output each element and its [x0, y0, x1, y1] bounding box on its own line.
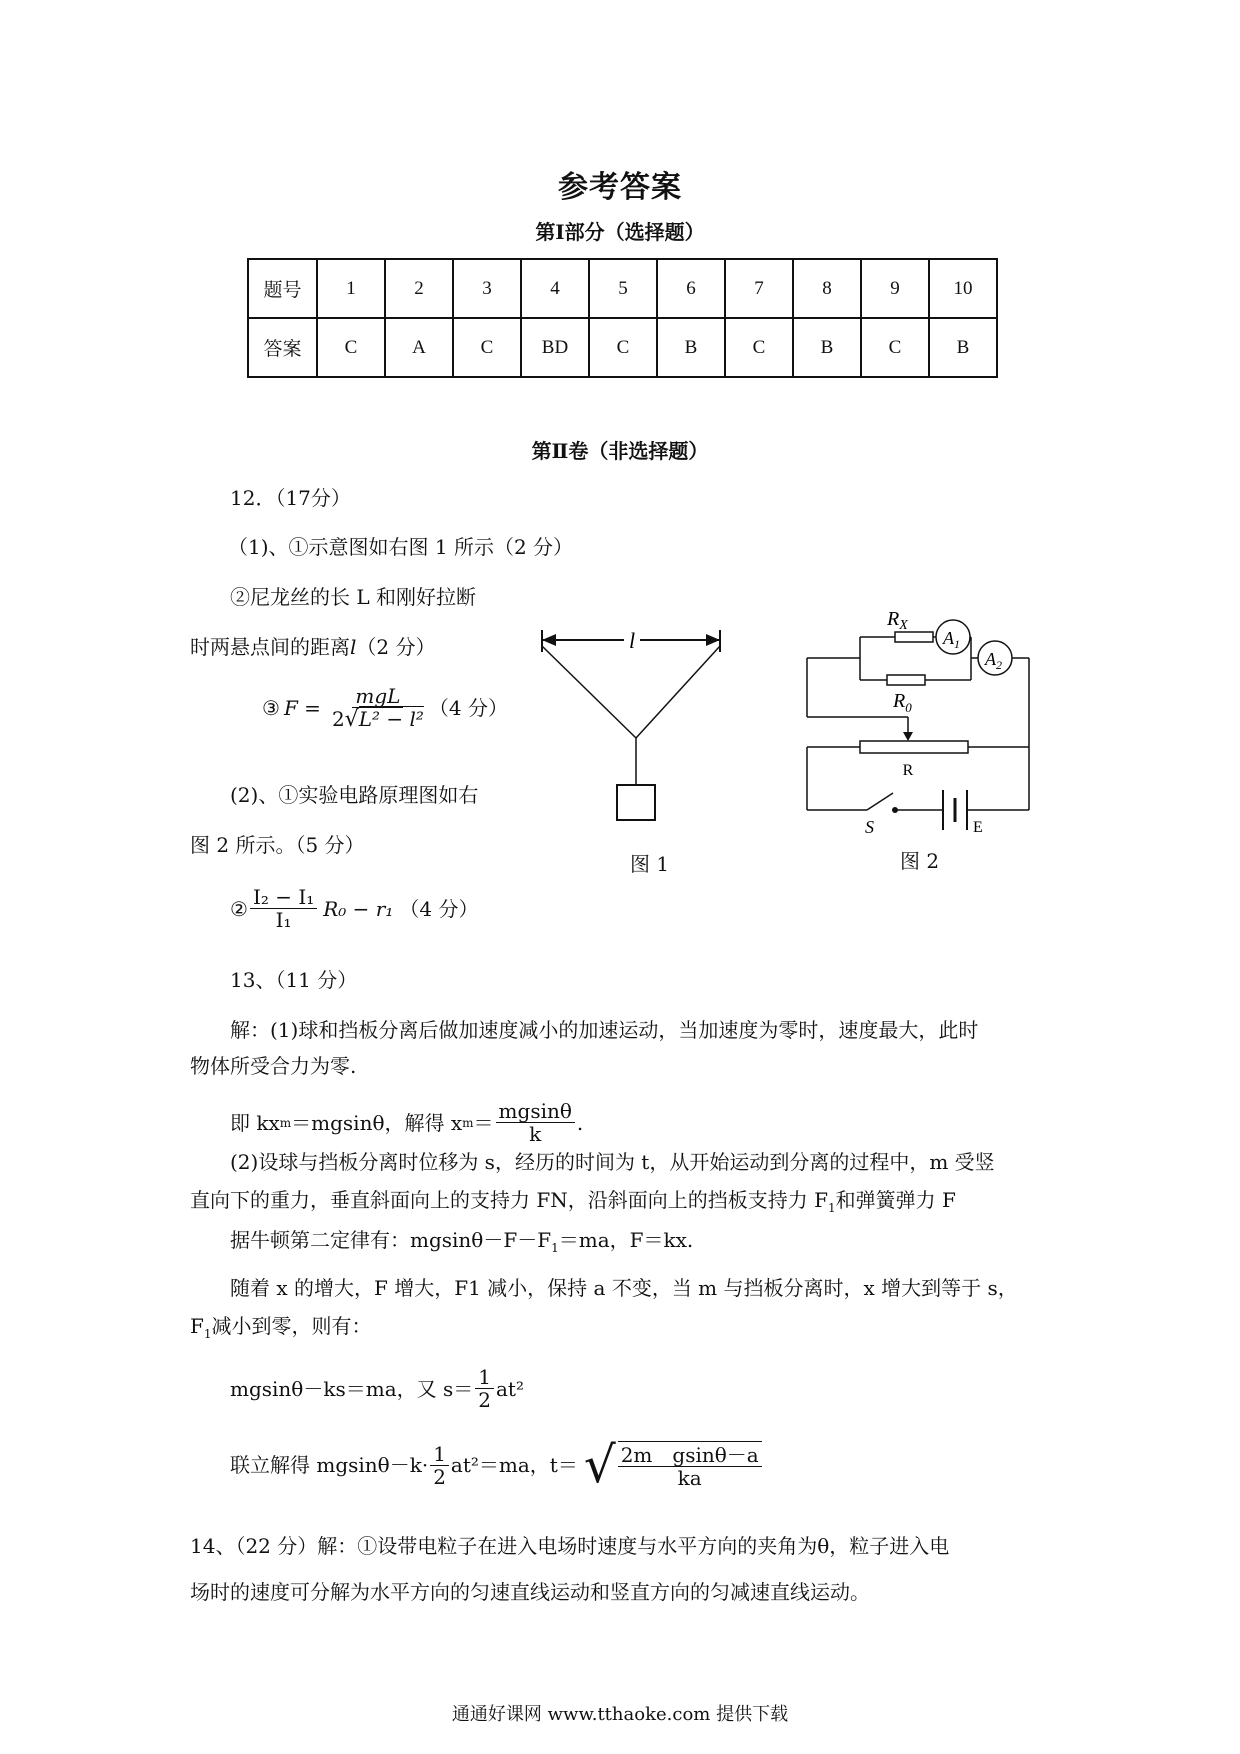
table-cell: B: [929, 318, 997, 377]
q13-eq3: [230, 1436, 764, 1494]
resistor-rx: [895, 632, 933, 642]
eq-end: at²: [495, 1376, 524, 1401]
eq-sub: m: [462, 1115, 474, 1130]
sqrt-icon: √: [344, 707, 359, 732]
denominator-coefficient: 2: [331, 707, 345, 731]
fraction-denominator: I₁: [275, 908, 292, 932]
table-cell: BD: [521, 318, 589, 377]
eq-text: at²＝ma，t＝: [450, 1453, 578, 1477]
table-cell: A: [385, 318, 453, 377]
para-sub: 1: [551, 1241, 559, 1255]
page-footer: 通通好课网 www.tthaoke.com 提供下载: [451, 1704, 789, 1725]
table-cell: C: [589, 318, 657, 377]
part1-title: 第Ⅰ部分（选择题）: [535, 220, 705, 244]
hanging-weight: [617, 785, 655, 820]
string-left: [542, 646, 636, 738]
fraction-numerator: 2m gsinθ－a: [618, 1444, 762, 1467]
table-row: [248, 259, 997, 318]
slider-arrow-icon: [903, 732, 913, 741]
table-cell: 7: [725, 259, 793, 318]
label-r: R: [902, 762, 914, 779]
q12-line6: 图 2 所示。（5 分）: [190, 833, 365, 857]
arrow-right-icon: [706, 634, 720, 646]
table-cell: 3: [453, 259, 521, 318]
formula-fraction: [250, 886, 317, 931]
formula-score: （4 分）: [428, 696, 508, 720]
part2-title: 第Ⅱ卷（非选择题）: [531, 439, 709, 463]
table-cell: B: [657, 318, 725, 377]
q12-line3-text: 时两悬点间的距离: [190, 635, 350, 659]
fraction-numerator: 1: [475, 1366, 494, 1389]
resistor-r0: [887, 675, 925, 685]
answer-table: [247, 258, 998, 378]
q12-line2: ②尼龙丝的长 L 和刚好拉断: [230, 585, 476, 609]
table-cell: 1: [317, 259, 385, 318]
para-text: F: [190, 1314, 204, 1338]
eq-text: 联立解得 mgsinθ－k·: [230, 1453, 429, 1477]
formula-score: （4 分）: [399, 896, 479, 921]
q13-para4a: 随着 x 的增大，F 增大，F1 减小，保持 a 不变，当 m 与挡板分离时，x 增大到等于 s，: [230, 1276, 1018, 1300]
table-cell: C: [861, 318, 929, 377]
q13-para1a: 解：(1)球和挡板分离后做加速度减小的加速运动，当加速度为零时，速度最大，此时: [230, 1018, 979, 1042]
figure-2-label: 图 2: [900, 849, 940, 873]
table-cell: C: [317, 318, 385, 377]
label-e: E: [973, 819, 983, 836]
label-a2: $A_2$: [985, 649, 1002, 672]
q13-para3: [230, 1226, 693, 1262]
fraction-denominator: 2: [433, 1464, 446, 1489]
figure-1-label: 图 1: [630, 852, 670, 876]
eq-text: 即 kx: [230, 1110, 280, 1135]
rheostat-r: [860, 741, 968, 753]
formula-prefix: ②: [230, 896, 248, 921]
fraction-denominator: [329, 708, 427, 731]
para-sub: 1: [203, 1327, 212, 1341]
fraction-numerator: I₂ − I₁: [250, 886, 317, 909]
q12-formula-f: [262, 685, 508, 731]
page-title: 参考答案: [558, 170, 682, 205]
eq-sub: m: [279, 1115, 292, 1130]
fraction-denominator: k: [529, 1122, 542, 1146]
q14-line2: 场时的速度可分解为水平方向的匀速直线运动和竖直方向的匀减速直线运动。: [190, 1580, 870, 1604]
fraction-numerator: 1: [430, 1443, 449, 1466]
para-text: 和弹簧弹力 F: [835, 1188, 956, 1212]
switch-s: [867, 793, 893, 810]
table-cell: 2: [385, 259, 453, 318]
para-text: 据牛顿第二定律有：mgsinθ－F－F: [230, 1228, 552, 1252]
string-right: [636, 646, 720, 738]
table-row: [248, 318, 997, 377]
table-cell: C: [453, 318, 521, 377]
q12-line5: (2)、①实验电路原理图如右: [230, 783, 479, 807]
para-text: 减小到零，则有：: [211, 1314, 372, 1338]
para-text: 直向下的重力，垂直斜面向上的支持力 FN，沿斜面向上的挡板支持力 F: [190, 1188, 828, 1212]
arrow-left-icon: [542, 634, 556, 646]
q13-para4b: [190, 1312, 372, 1348]
eq-fraction: [496, 1100, 575, 1145]
denominator-radicand: L² − l²: [358, 707, 424, 731]
q12-line3-score: （2 分）: [356, 635, 436, 659]
q13-para2a: (2)设球与挡板分离时位移为 s，经历的时间为 t，从开始运动到分离的过程中，m 受竖: [230, 1150, 995, 1174]
table-cell: 4: [521, 259, 589, 318]
label-r0: $R_0$: [893, 690, 912, 715]
label-rx: $R_X$: [887, 608, 908, 633]
fraction-numerator: mgL: [352, 685, 403, 708]
formula-prefix: ③: [262, 696, 280, 720]
table-cell: 10: [929, 259, 997, 318]
label-s: S: [865, 817, 874, 837]
table-cell: B: [793, 318, 861, 377]
q12-line3-var: l: [350, 635, 357, 659]
label-a1: $A_1$: [943, 628, 960, 651]
eq-end: .: [576, 1110, 584, 1135]
q12-line3: [190, 633, 436, 661]
q14-line1: 14、（22 分）解：①设带电粒子在进入电场时速度与水平方向的夹角为θ，粒子进入电: [190, 1534, 950, 1558]
table-cell: 6: [657, 259, 725, 318]
table-cell: 9: [861, 259, 929, 318]
q13-eq2: [230, 1366, 524, 1411]
eq-fraction: [430, 1443, 449, 1488]
eq-text: ＝mgsinθ，解得 x: [291, 1110, 463, 1135]
para-sub: 1: [827, 1201, 836, 1215]
eq-text: ＝: [473, 1110, 494, 1135]
formula-fraction: [329, 685, 427, 731]
table-cell: C: [725, 318, 793, 377]
fraction-denominator: ka: [677, 1466, 702, 1490]
para-text: ＝ma，F＝kx.: [558, 1228, 694, 1252]
row-label-number: 题号: [248, 259, 317, 318]
figure-2-circuit: [795, 595, 1065, 845]
sqrt-expression: [583, 1436, 764, 1494]
fraction-denominator: 2: [478, 1388, 491, 1412]
table-cell: 8: [793, 259, 861, 318]
q12-header: 12．（17分）: [230, 486, 351, 510]
row-label-answer: 答案: [248, 318, 317, 377]
eq-text: mgsinθ－ks＝ma，又 s＝: [230, 1376, 474, 1401]
table-cell: 5: [589, 259, 657, 318]
figure-1-diagram: [530, 620, 730, 880]
q12-line1: （1)、①示意图如右图 1 所示（2 分）: [228, 535, 574, 559]
fraction-numerator: mgsinθ: [496, 1100, 575, 1123]
dimension-label: l: [628, 628, 636, 653]
eq-fraction: [475, 1366, 494, 1411]
sqrt-icon: √: [583, 1436, 616, 1494]
q13-para1b: 物体所受合力为零.: [190, 1054, 357, 1078]
q13-eq1: [230, 1100, 583, 1145]
formula-lhs: F =: [283, 696, 321, 720]
formula-rest: R₀ − r₁: [323, 896, 394, 921]
sqrt-fraction: [618, 1441, 762, 1489]
q13-para2b: [190, 1186, 956, 1222]
q13-header: 13、（11 分）: [230, 968, 358, 992]
q12-formula-g: [230, 886, 478, 931]
